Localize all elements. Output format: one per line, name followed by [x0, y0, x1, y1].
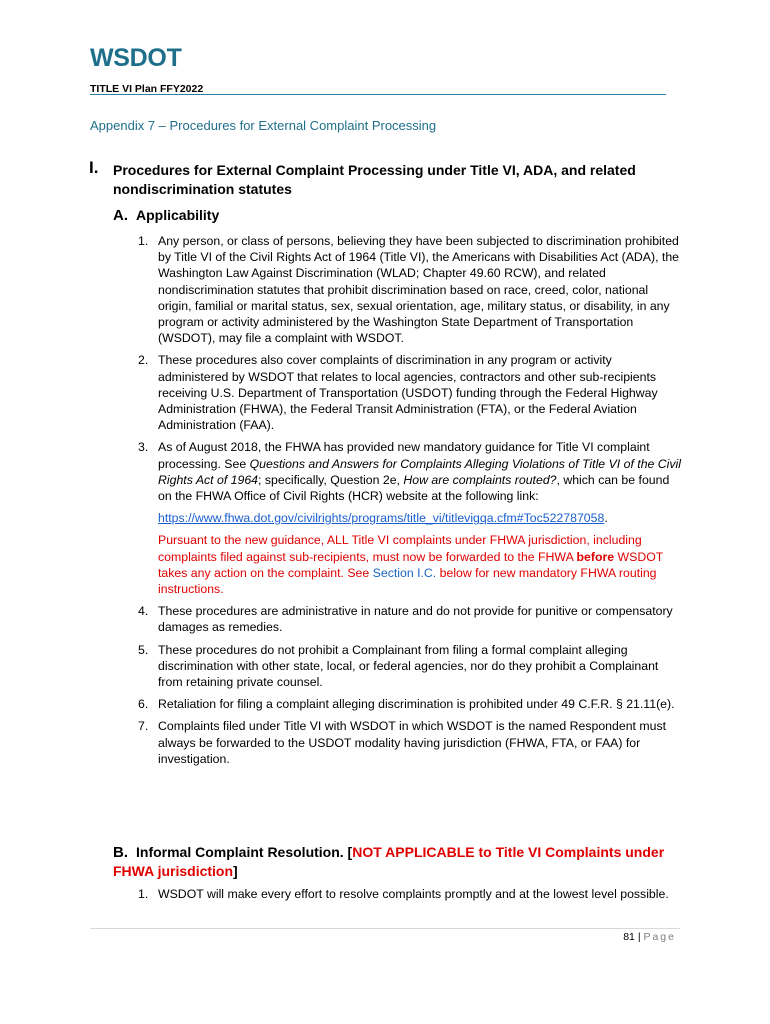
- link-paragraph: [158, 510, 683, 526]
- list-item-number: 1.: [138, 234, 149, 248]
- list-item: [113, 718, 683, 767]
- header-divider: [90, 94, 666, 95]
- list-item-number: 2.: [138, 353, 149, 368]
- list-item: [113, 603, 683, 635]
- list-item-text: [158, 439, 683, 504]
- text-run: Pursuant to the new guidance, ALL Title VI complaints under FHWA jurisdiction, including complaints filed against sub-recipients, must now be forwarded to the FHWA: [158, 533, 642, 564]
- list-item-text: These procedures are administrative in nature and do not provide for punitive or compensatory damages as remedies.: [158, 604, 673, 635]
- appendix-title: Appendix 7 – Procedures for External Complaint Processing: [90, 118, 437, 133]
- section-number: I.: [89, 158, 99, 177]
- applicability-list: [113, 233, 683, 767]
- list-item-number: 5.: [138, 642, 149, 657]
- list-item-text: These procedures do not prohibit a Complainant from filing a formal complaint alleging discrimination with other state, local, or federal agencies, nor do they prohibit a Complainant from retaining private counsel.: [158, 642, 659, 690]
- subsection-b-heading: [113, 843, 673, 880]
- emphasis-before: before: [576, 549, 615, 564]
- section-title: Procedures for External Complaint Processing under Title VI, ADA, and related nondiscrimination statutes: [113, 162, 636, 197]
- list-item-text: WSDOT will make every effort to resolve complaints promptly and at the lowest level possible.: [158, 887, 669, 901]
- brand-title: WSDOT: [90, 44, 182, 72]
- guidance-title: Questions and Answers for Complaints Alleging Violations of Title VI of the Civil Rights Act of 1964: [158, 456, 682, 487]
- text-run: As of August 2018, the FHWA has provided new mandatory guidance for Title VI complaint processing. See: [158, 440, 650, 471]
- list-item-number: 6.: [138, 697, 149, 712]
- footer-divider: [90, 928, 680, 929]
- page-label: Page: [643, 931, 676, 943]
- list-item: [113, 233, 683, 346]
- list-item-number: 3.: [138, 440, 149, 455]
- list-item: [113, 439, 683, 597]
- bracket-close: ]: [233, 863, 238, 879]
- list-item-number: 7.: [138, 719, 149, 734]
- fhwa-guidance-link[interactable]: https://www.fhwa.dot.gov/civilrights/programs/title_vi/titlevigqa.cfm#Toc522787058: [158, 511, 605, 526]
- section-reference-link[interactable]: Section I.C.: [372, 565, 437, 580]
- text-run: .: [604, 511, 608, 526]
- footer-separator: |: [634, 931, 644, 943]
- subsection-a-heading: [113, 206, 673, 225]
- text-run: WSDOT takes any action on the complaint. See: [158, 549, 664, 580]
- text-run: below for new mandatory FHWA routing instructions.: [158, 565, 657, 597]
- list-item: [113, 642, 683, 691]
- list-item-number: 1.: [138, 887, 149, 901]
- list-item-number: 4.: [138, 604, 149, 619]
- subsection-a-letter: A.: [113, 207, 128, 224]
- list-item: [113, 352, 683, 433]
- list-item-text: Any person, or class of persons, believing they have been subjected to discrimination prohibited by Title VI of the Civil Rights Act of 1964 (Title VI), the Americans with Disabilities Act (ADA), the Washington Law Against Discrimination (WLAD; Chapter 49.60 RCW), and related nondiscrimination statutes that prohibit discrimination based on race, creed, color, national origin, familial or marital status, sex, sexual orientation, age, military status, or disability, in any program or activity administered by the Washington State Department of Transportation (WSDOT), may file a complaint with WSDOT.: [158, 234, 679, 346]
- list-item: [113, 696, 683, 712]
- not-applicable-note: NOT APPLICABLE to Title VI Complaints under FHWA jurisdiction: [113, 844, 665, 879]
- subsection-b-letter: B.: [113, 844, 128, 861]
- list-item-text: These procedures also cover complaints of discrimination in any program or activity administered by WSDOT that relates to local agencies, contractors and other sub-recipients receiving U.S. Department of Transportation (USDOT) funding through the Federal Highway Administration (FHWA), the Federal Transit Administration (FTA), or the Federal Aviation Administration (FAA).: [158, 353, 658, 433]
- list-item: [113, 886, 683, 902]
- list-item-text: Complaints filed under Title VI with WSDOT in which WSDOT is the named Respondent must always be forwarded to the USDOT modality having jurisdiction (FHWA, FTA, or FAA) for investigation.: [158, 719, 667, 766]
- subsection-b-title: Informal Complaint Resolution. [: [136, 844, 353, 860]
- page-number: 81: [623, 931, 635, 943]
- list-item-text: Retaliation for filing a complaint alleging discrimination is prohibited under 49 C.F.R. § 21.11(e).: [158, 697, 675, 712]
- text-run: , which can be found on the FHWA Office of Civil Rights (HCR) website at the following link:: [158, 472, 670, 504]
- routing-notice: [158, 532, 683, 597]
- page-footer: [623, 931, 676, 943]
- subsection-a-title: Applicability: [136, 207, 220, 223]
- plan-title: TITLE VI Plan FFY2022: [90, 83, 204, 95]
- text-run: ; specifically, Question 2e,: [258, 472, 404, 487]
- informal-resolution-list: [113, 886, 683, 902]
- question-title: How are complaints routed?: [403, 472, 557, 487]
